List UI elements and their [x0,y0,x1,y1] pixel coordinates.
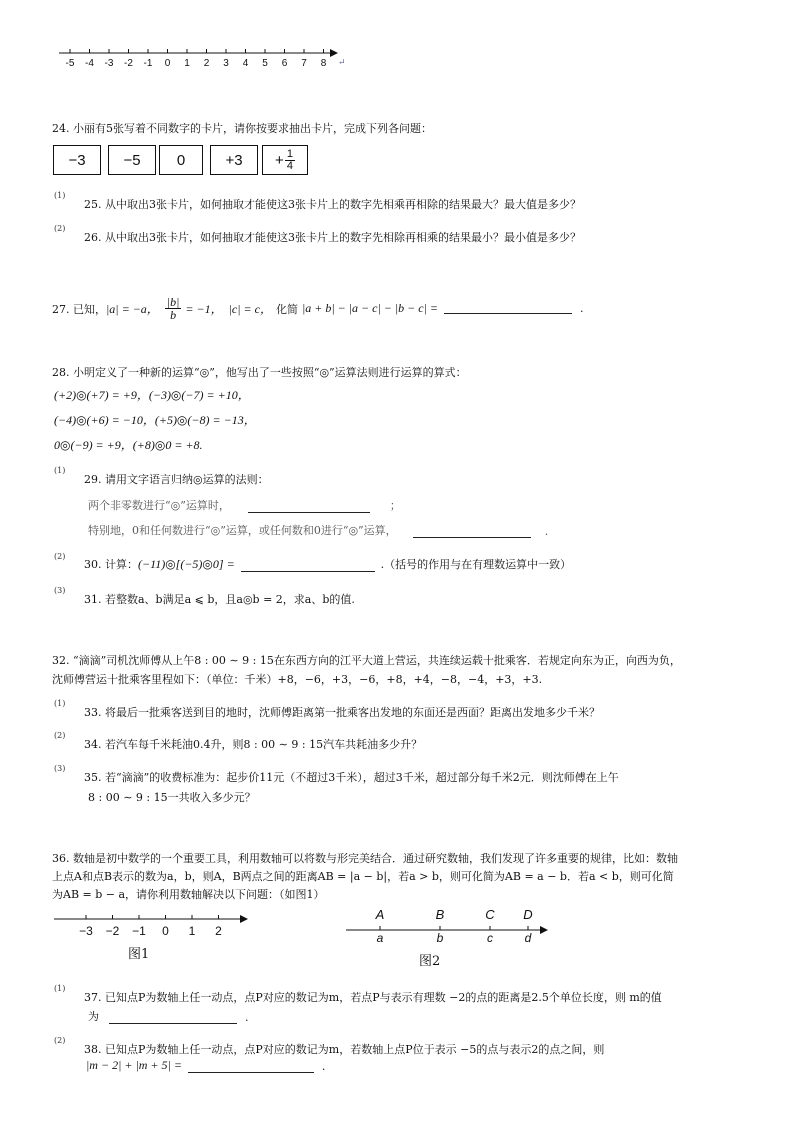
sub-label-33: (1) [54,699,66,708]
fig1-arrow [240,915,248,923]
fig2-value-label: c [487,931,493,945]
card-4: +3 [210,145,258,175]
top-tick-label: 1 [184,58,190,69]
answer-blank-29b[interactable] [413,527,531,538]
paragraph-mark: ↵ [338,58,346,68]
question-37-line-1: 37. 已知点P为数轴上任一动点，点P对应的数记为m，若点P与表示有理数 −2的点的距离是2.5个单位长度，则 m的值 [84,991,662,1004]
sub-label-37: (1) [54,984,66,993]
top-tick-label: 7 [301,58,307,69]
figure-1-number-line [52,908,252,958]
q28-line-3: 0◎(−9) = +9，(+8)◎0 = +8. [54,438,203,452]
question-37-line-2 [88,1008,249,1024]
question-35-line-2: 8 : 00 ∼ 9 : 15一共收入多少元？ [88,791,256,804]
question-26: 26. 从中取出3张卡片，如何抽取才能使这3张卡片上的数字先相除再相乘的结果最小？最小值是多少？ [84,231,581,244]
q27-expr-1: |a| = −a， [106,302,159,316]
question-28: 28. 小明定义了一种新的运算“◎”，他写出了一些按照“◎”运算法则进行运算的算式： [52,366,467,379]
top-tick-label: -3 [104,58,114,69]
top-tick-label: -1 [143,58,153,69]
question-27 [52,296,584,321]
q27-frac-den: b [170,308,177,322]
fig2-value-label: a [376,931,384,945]
sub-label-35: (3) [54,764,66,773]
card-3: 0 [159,145,203,175]
card-5-numerator: 1 [286,147,293,160]
top-tick-label: -4 [85,58,94,69]
fig2-arrow [540,926,548,934]
top-tick-label: 5 [262,58,268,69]
q29-line-1-end: ； [389,499,401,512]
fig2-point-label: B [435,907,445,922]
fig1-tick-label: 1 [188,924,196,938]
sub-label-1: (1) [54,191,66,200]
q27-prefix: 27. 已知， [52,302,106,316]
q37-line-2-text: 为 [88,1010,99,1023]
question-36-line-1: 36. 数轴是初中数学的一个重要工具，利用数轴可以将数与形完美结合．通过研究数轴，我们发现了许多重要的规律，比如：数轴 [52,852,678,865]
question-29: 29. 请用文字语言归纳◎运算的法则： [84,473,269,486]
figure-2-caption: 图2 [419,954,441,969]
top-tick-label: 4 [242,58,249,69]
question-32-line-2: 沈师傅营运十批乘客里程如下：（单位：千米）+8，−6，+3，−6，+8，+4，−8，−4，+3，+3. [52,673,543,686]
q29-line-2-text: 特别地，0和任何数进行“◎”运算，或任何数和0进行“◎”运算， [88,524,397,537]
sub-label-31: (3) [54,586,66,595]
answer-blank-30[interactable] [241,561,375,572]
sub-label-38: (2) [54,1036,66,1045]
top-tick-label: 0 [164,58,171,69]
top-tick-label: 8 [320,58,327,69]
question-25: 25. 从中取出3张卡片，如何抽取才能使这3张卡片上的数字先相乘再相除的结果最大？最大值是多少？ [84,198,581,211]
question-32-line-1: 32. “滴滴”司机沈师傅从上午8 : 00 ∼ 9 : 15在东西方向的江平大道上营运，共连续运载十批乘客．若规定向东为正，向西为负， [52,654,681,667]
card-5-denominator: 4 [286,159,293,172]
card-5-sign: + [275,151,284,169]
fig2-point-label: C [485,907,495,922]
q28-line-1: (+2)◎(+7) = +9，(−3)◎(−7) = +10， [54,388,250,402]
card-5-fraction [285,149,295,172]
sub-label-29: (1) [54,466,66,475]
top-number-line [55,44,355,74]
question-38-line-2 [86,1058,325,1073]
top-tick-label: 6 [281,58,288,69]
sub-label-34: (2) [54,731,66,740]
q30-expr: (−11)◎[(−5)◎0] = [138,557,235,571]
question-36-line-2: 上点A和点B表示的数为a，b，则A，B两点之间的距离AB = |a − b|，若a > b，则可化简为AB = a − b．若a < b，则可化简 [52,870,674,883]
q27-mid: 化简 [275,302,298,316]
fig1-tick-label: 2 [215,924,222,938]
q30-prefix: 30. 计算： [84,558,138,571]
fig1-tick-label: 0 [162,924,169,938]
q29-line-2 [88,522,548,538]
answer-blank-38[interactable] [188,1062,314,1073]
question-24: 24. 小丽有5张写着不同数字的卡片，请你按要求抽出卡片，完成下列各问题： [52,122,432,135]
top-tick-label: 3 [223,58,229,69]
fig1-tick-label: −1 [132,924,146,938]
q27-expr-2: = −1， [185,302,223,316]
q27-expr-3: |c| = c， [228,302,272,316]
q29-line-1-text: 两个非零数进行“◎”运算时， [88,499,230,512]
top-tick-label: -5 [65,58,75,69]
question-38-line-1: 38. 已知点P为数轴上任一动点，点P对应的数记为m，若数轴上点P位于表示 −5的点与表示2的点之间，则 [84,1043,605,1056]
q38-expr: |m − 2| + |m + 5| = [86,1058,182,1072]
figure-2-number-line [344,905,554,945]
top-tick-label: -2 [124,58,133,69]
card-5 [262,145,308,175]
question-34: 34. 若汽车每千米耗油0.4升，则8 : 00 ∼ 9 : 15汽车共耗油多少升？ [84,738,423,751]
top-tick-label: 2 [203,58,210,69]
question-30 [84,556,571,572]
q27-end: . [580,302,584,315]
answer-blank-27[interactable] [444,303,572,314]
card-1: −3 [53,145,101,175]
q27-expr-4: |a + b| − |a − c| − |b − c| = [301,301,438,315]
sub-label-30: (2) [54,552,66,561]
figure-1-caption: 图1 [128,947,150,962]
q27-fraction [165,296,182,321]
fig1-tick-label: −2 [105,924,120,938]
fig2-point-label: D [523,907,533,922]
fig2-point-label: A [375,907,385,922]
fig1-tick-label: −3 [79,924,93,938]
q29-line-1 [88,497,401,513]
question-31: 31. 若整数a、b满足a ⩽ b，且a◎b = 2，求a、b的值. [84,593,355,606]
question-33: 33. 将最后一批乘客送到目的地时，沈师傅距离第一批乘客出发地的东面还是西面？距离出发地多少千米？ [84,706,600,719]
question-35-line-1: 35. 若“滴滴”的收费标准为：起步价11元（不超过3千米），超过3千米，超过部分每千米2元．则沈师傅在上午 [84,771,619,784]
sub-label-2: (2) [54,224,66,233]
q27-frac-num: |b| [166,295,180,309]
answer-blank-37[interactable] [109,1013,237,1024]
q38-line-2-end: . [321,1060,326,1073]
q30-end: .（括号的作用与在有理数运算中一致） [380,558,572,571]
answer-blank-29a[interactable] [248,502,370,513]
question-36-line-3: 为AB = b − a，请你利用数轴解决以下问题：（如图1） [52,888,325,901]
fig2-value-label: b [436,931,444,945]
q37-line-2-end: . [245,1011,249,1024]
q28-line-2: (−4)◎(+6) = −10，(+5)◎(−8) = −13， [54,413,256,427]
fig2-value-label: d [524,931,532,945]
axis-arrow [330,49,338,57]
q29-line-2-end: . [544,525,549,538]
card-2: −5 [108,145,156,175]
